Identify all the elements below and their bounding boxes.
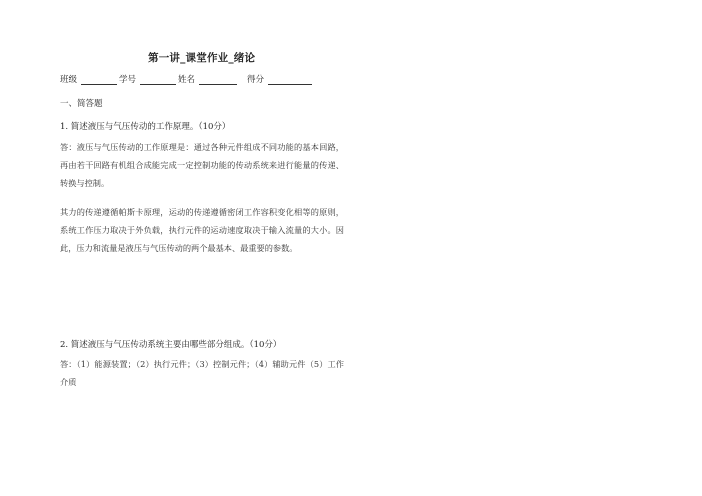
student-info-row (60, 73, 314, 85)
name-label: 姓名 (178, 75, 196, 85)
score-blank (268, 75, 312, 85)
question-1-answer-paragraph-1: 答：液压与气压传动的工作原理是：通过各种元件组成不同功能的基本回路，再由若干回路有机组合成能完成一定控制功能的传动系统来进行能量的传递、转换与控制。 (60, 142, 344, 188)
section-heading: 一、简答题 (60, 99, 103, 109)
name-blank (199, 75, 237, 85)
question-1-prompt: 1. 简述液压与气压传动的工作原理。（10分） (60, 122, 231, 132)
class-label: 班级 (60, 75, 78, 85)
question-2-prompt: 2. 简述液压与气压传动系统主要由哪些部分组成。（10分） (60, 340, 282, 350)
score-label: 得分 (247, 75, 265, 85)
question-1-answer-paragraph-2: 其力的传递遵循帕斯卡原理，运动的传递遵循密闭工作容积变化相等的原则，系统工作压力取决于外负载，执行元件的运动速度取决于输入流量的大小。因此，压力和流量是液压与气压传动的两个最基本、最重要的参数。 (60, 207, 344, 253)
page-title: 第一讲_课堂作业_绪论 (148, 52, 256, 64)
question-2-answer-paragraph-1: 答：（1）能源装置；（2）执行元件；（3）控制元件；（4）辅助元件（5）工作介质 (60, 359, 344, 387)
class-blank (81, 75, 117, 85)
student-id-label: 学号 (119, 75, 137, 85)
student-id-blank (140, 75, 176, 85)
